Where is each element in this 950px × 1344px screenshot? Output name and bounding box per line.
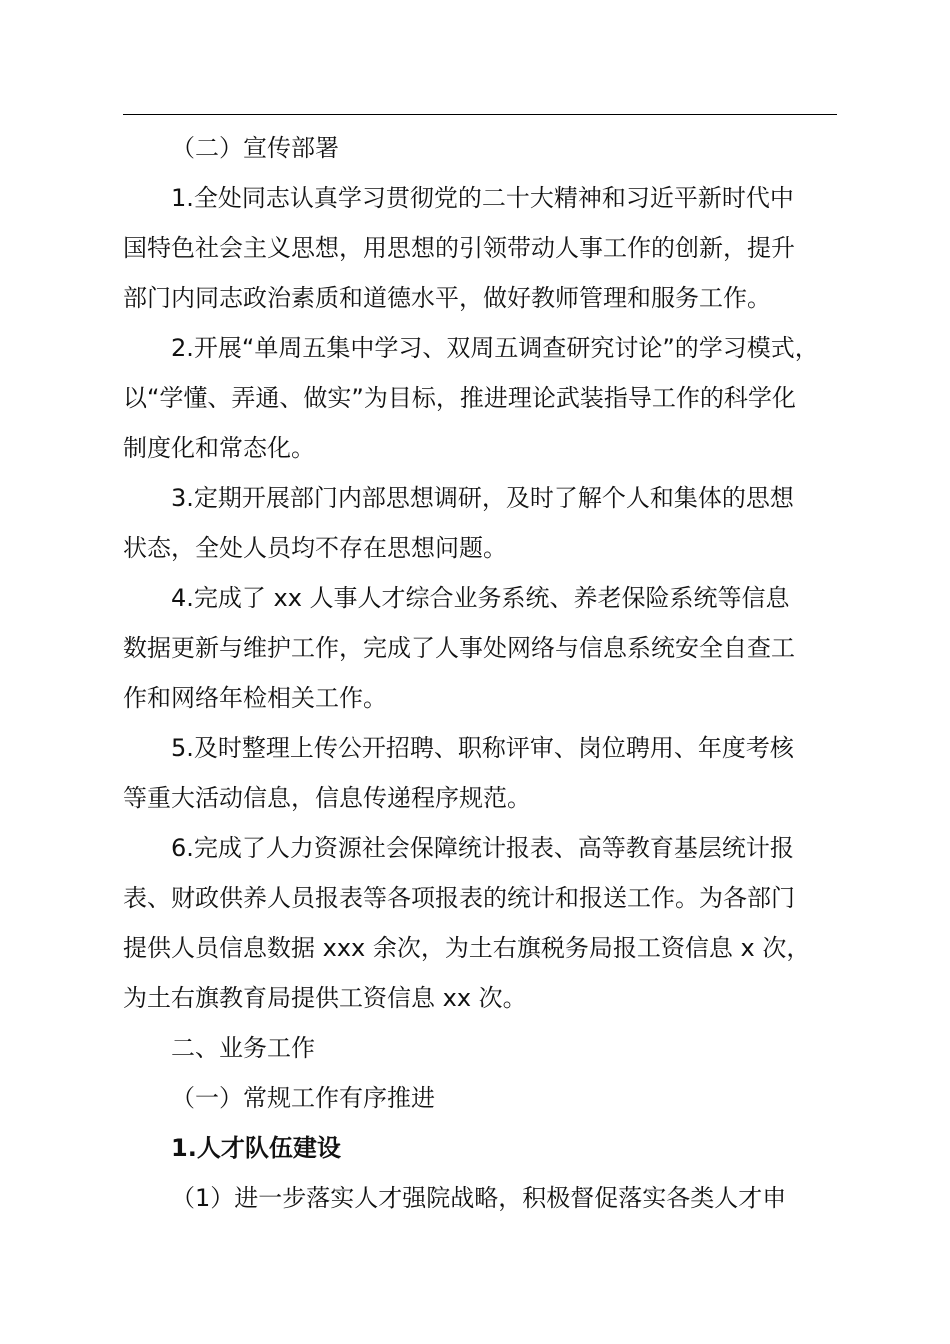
paragraph-6-line: 为土右旗教育局提供工资信息 xx 次。 [123,984,527,1012]
paragraph-3-line: 状态，全处人员均不存在思想问题。 [123,534,507,562]
paragraph-6-line: 6.完成了人力资源社会保障统计报表、高等教育基层统计报 [171,834,794,862]
item-heading-talent: 1.人才队伍建设 [171,1134,341,1162]
paragraph-2-line: 制度化和常态化。 [123,434,315,462]
paragraph-4-line: 数据更新与维护工作，完成了人事处网络与信息系统安全自查工 [123,634,795,662]
paragraph-2-line: 2.开展“单周五集中学习、双周五调查研究讨论”的学习模式， [171,334,819,362]
paragraph-4-line: 作和网络年检相关工作。 [123,684,387,712]
paragraph-talent-line: （1）进一步落实人才强院战略，积极督促落实各类人才申 [171,1184,787,1212]
paragraph-1-line: 国特色社会主义思想，用思想的引领带动人事工作的创新，提升 [123,234,795,262]
paragraph-5-line: 等重大活动信息，信息传递程序规范。 [123,784,531,812]
header-rule [123,114,837,115]
subsection-heading-routine: （一）常规工作有序推进 [171,1084,435,1112]
paragraph-6-line: 提供人员信息数据 xxx 余次，为土右旗税务局报工资信息 x 次， [123,934,811,962]
section-heading-publicity: （二）宣传部署 [171,134,339,162]
paragraph-2-line: 以“学懂、弄通、做实”为目标，推进理论武装指导工作的科学化 [123,384,796,412]
paragraph-5-line: 5.及时整理上传公开招聘、职称评审、岗位聘用、年度考核 [171,734,794,762]
section-heading-business: 二、业务工作 [171,1034,315,1062]
paragraph-1-line: 部门内同志政治素质和道德水平，做好教师管理和服务工作。 [123,284,771,312]
paragraph-6-line: 表、财政供养人员报表等各项报表的统计和报送工作。为各部门 [123,884,795,912]
document-body [123,123,841,1223]
paragraph-3-line: 3.定期开展部门内部思想调研，及时了解个人和集体的思想 [171,484,794,512]
paragraph-4-line: 4.完成了 xx 人事人才综合业务系统、养老保险系统等信息 [171,584,790,612]
paragraph-1-line: 1.全处同志认真学习贯彻党的二十大精神和习近平新时代中 [171,184,794,212]
